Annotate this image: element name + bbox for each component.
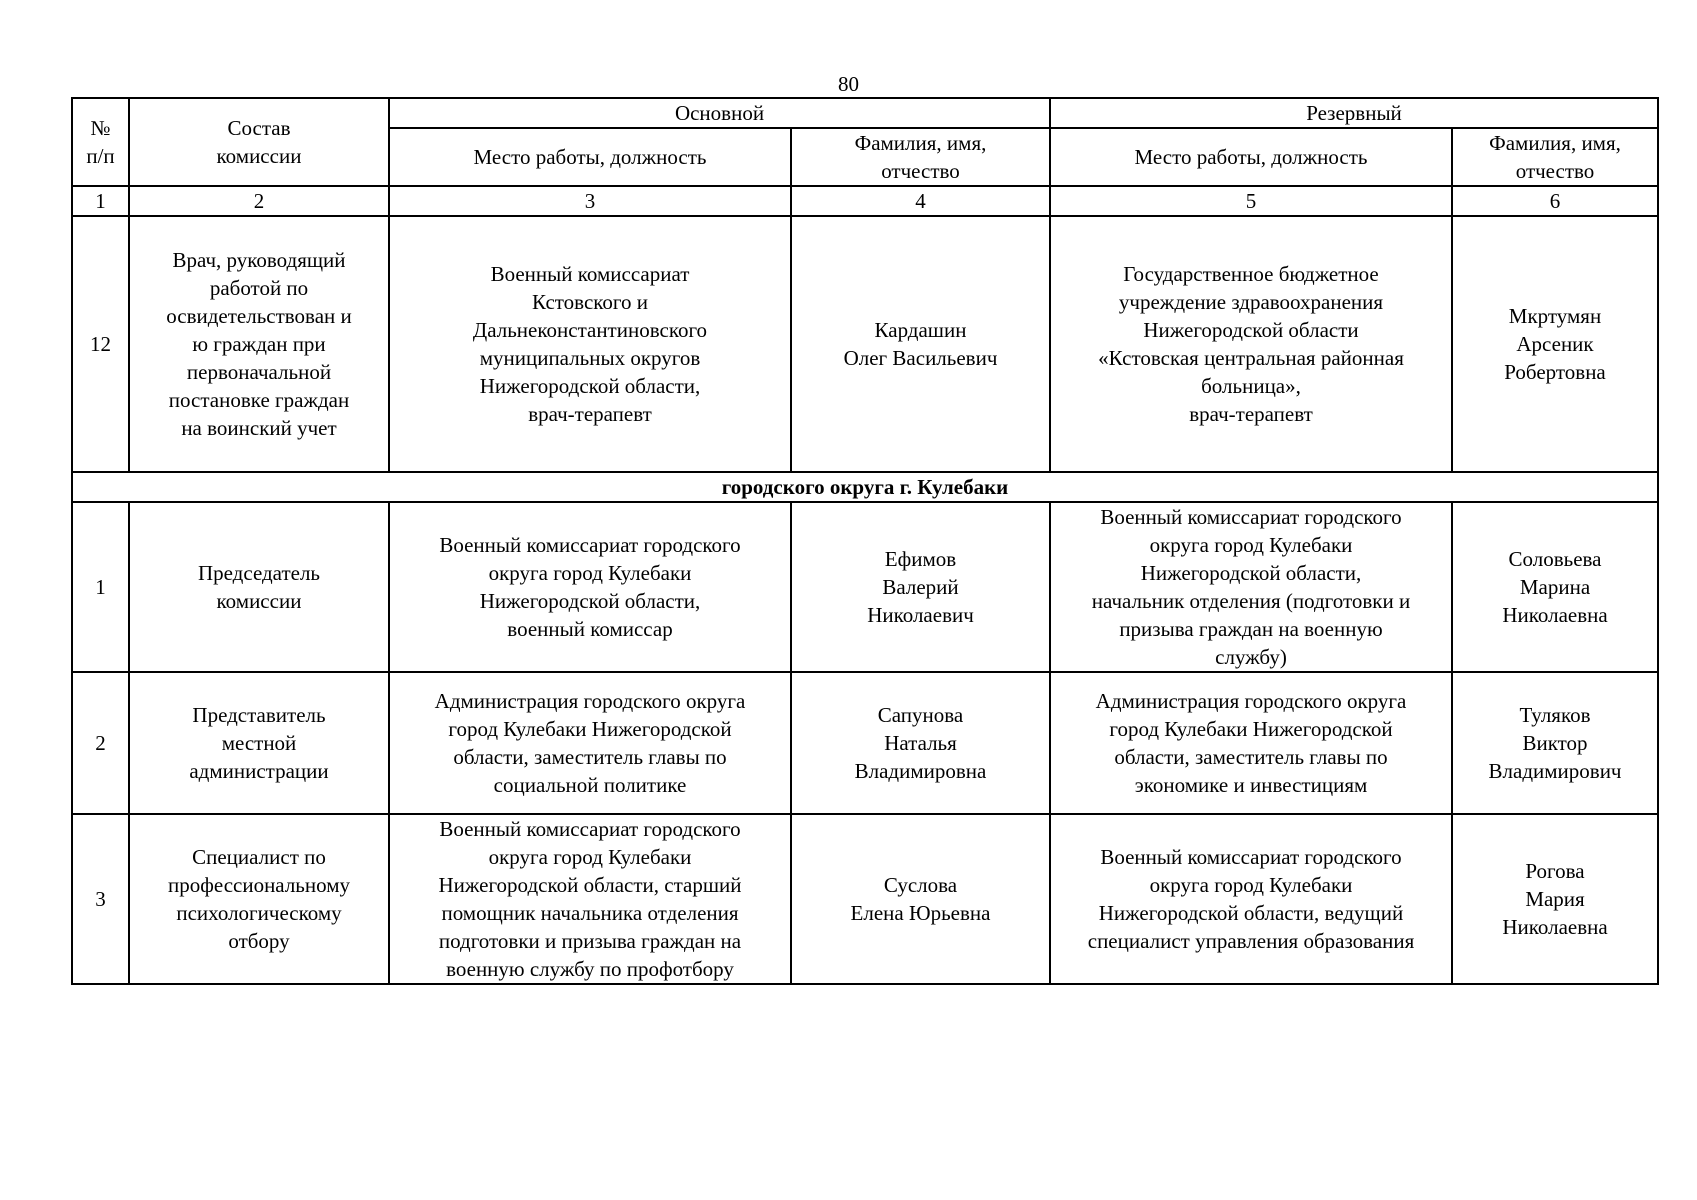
row-main-name: Ефимов Валерий Николаевич	[791, 502, 1050, 672]
header-reserve-fullname: Фамилия, имя, отчество	[1452, 128, 1658, 186]
column-number: 5	[1050, 186, 1452, 216]
header-reserve-workplace: Место работы, должность	[1050, 128, 1452, 186]
row-main-workplace: Военный комиссариат Кстовского и Дальнеконстантиновского муниципальных округов Нижегородской области, врач-терапевт	[389, 216, 791, 472]
column-number: 1	[72, 186, 129, 216]
row-reserve-workplace: Военный комиссариат городского округа город Кулебаки Нижегородской области, начальник отделения (подготовки и призыва граждан на военную службу)	[1050, 502, 1452, 672]
table-row	[72, 814, 1658, 984]
row-role: Специалист по профессиональному психологическому отбору	[129, 814, 389, 984]
row-reserve-name: Мкртумян Арсеник Робертовна	[1452, 216, 1658, 472]
row-reserve-workplace: Государственное бюджетное учреждение здравоохранения Нижегородской области «Кстовская центральная районная больница», врач-терапевт	[1050, 216, 1452, 472]
column-number: 2	[129, 186, 389, 216]
header-main: Основной	[389, 98, 1050, 128]
row-reserve-name: Рогова Мария Николаевна	[1452, 814, 1658, 984]
row-role: Врач, руководящий работой по освидетельствован и ю граждан при первоначальной постановке граждан на воинский учет	[129, 216, 389, 472]
header-main-workplace: Место работы, должность	[389, 128, 791, 186]
row-role: Председатель комиссии	[129, 502, 389, 672]
row-reserve-name: Туляков Виктор Владимирович	[1452, 672, 1658, 814]
row-main-name: Суслова Елена Юрьевна	[791, 814, 1050, 984]
row-number: 3	[72, 814, 129, 984]
column-number: 4	[791, 186, 1050, 216]
row-role: Представитель местной администрации	[129, 672, 389, 814]
row-number: 1	[72, 502, 129, 672]
header-composition: Состав комиссии	[129, 98, 389, 186]
row-main-workplace: Военный комиссариат городского округа город Кулебаки Нижегородской области, старший помощник начальника отделения подготовки и призыва граждан на военную службу по профотбору	[389, 814, 791, 984]
header-number: № п/п	[72, 98, 129, 186]
column-number: 3	[389, 186, 791, 216]
row-number: 2	[72, 672, 129, 814]
column-numbers-row	[72, 186, 1658, 216]
row-main-name: Кардашин Олег Васильевич	[791, 216, 1050, 472]
row-number: 12	[72, 216, 129, 472]
table-row	[72, 502, 1658, 672]
header-row-top	[72, 98, 1658, 128]
section-row	[72, 472, 1658, 502]
page-number: 80	[838, 72, 859, 96]
commission-table	[71, 97, 1659, 985]
row-main-workplace: Администрация городского округа город Кулебаки Нижегородской области, заместитель главы по социальной политике	[389, 672, 791, 814]
table-row	[72, 216, 1658, 472]
column-number: 6	[1452, 186, 1658, 216]
header-main-fullname: Фамилия, имя, отчество	[791, 128, 1050, 186]
table-row	[72, 672, 1658, 814]
row-reserve-name: Соловьева Марина Николаевна	[1452, 502, 1658, 672]
row-main-workplace: Военный комиссариат городского округа город Кулебаки Нижегородской области, военный комиссар	[389, 502, 791, 672]
header-reserve: Резервный	[1050, 98, 1658, 128]
row-reserve-workplace: Военный комиссариат городского округа город Кулебаки Нижегородской области, ведущий специалист управления образования	[1050, 814, 1452, 984]
section-title: городского округа г. Кулебаки	[72, 472, 1658, 502]
row-main-name: Сапунова Наталья Владимировна	[791, 672, 1050, 814]
row-reserve-workplace: Администрация городского округа город Кулебаки Нижегородской области, заместитель главы по экономике и инвестициям	[1050, 672, 1452, 814]
